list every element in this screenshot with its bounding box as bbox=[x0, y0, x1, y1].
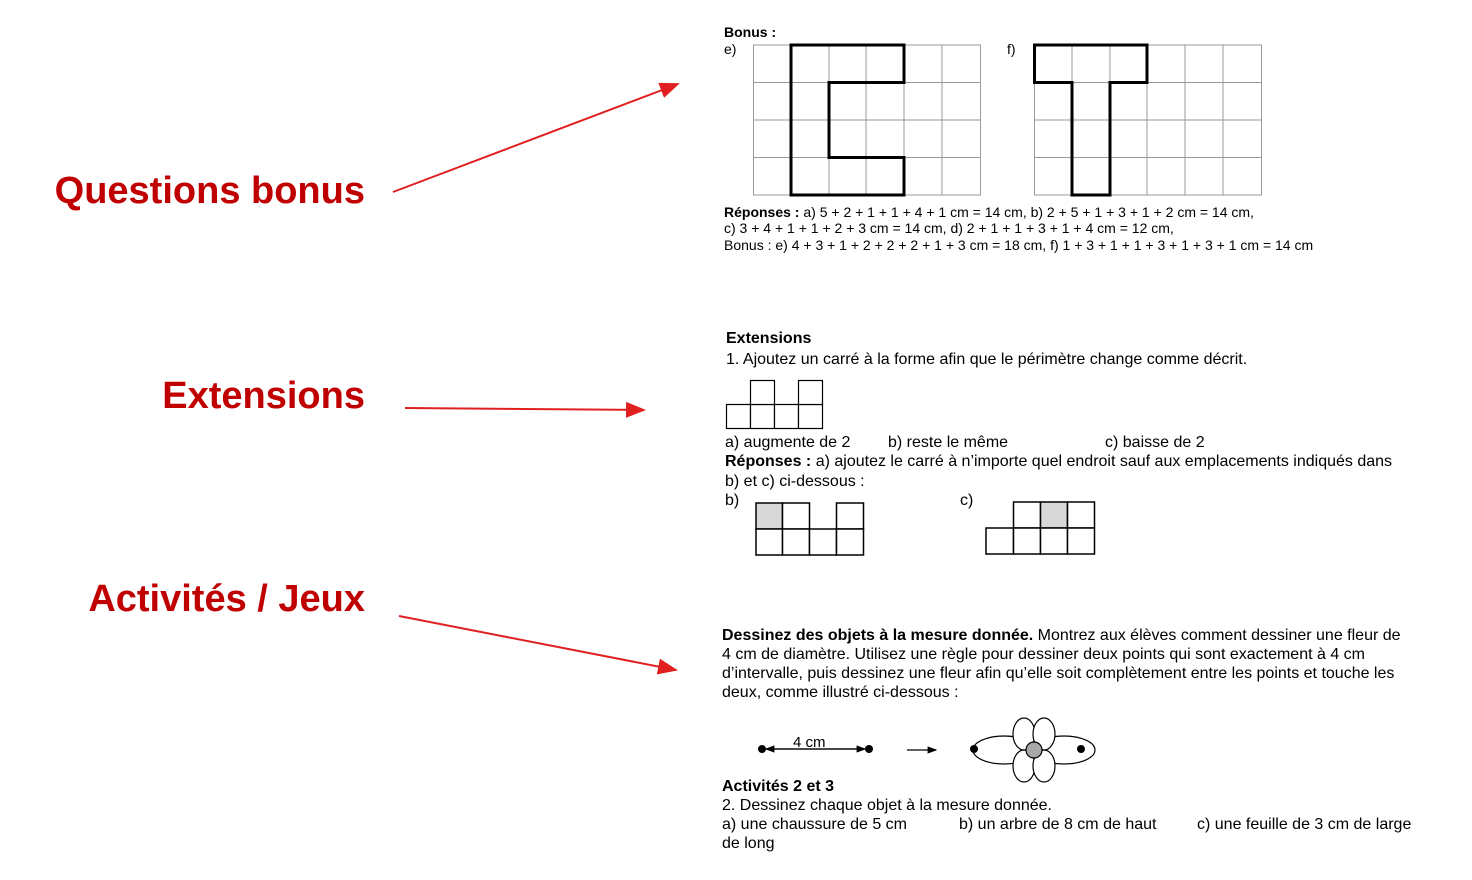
extensions-title: Extensions bbox=[726, 330, 812, 347]
bonus-title: Bonus : bbox=[724, 24, 777, 40]
bonus-e-label: e) bbox=[724, 41, 737, 57]
flower-icon bbox=[973, 718, 1095, 782]
label-activites-jeux: Activités / Jeux bbox=[88, 578, 365, 620]
grid-f-shape-t bbox=[1034, 44, 1264, 196]
extensions-question: 1. Ajoutez un carré à la forme afin que le périmètre change comme décrit. bbox=[726, 351, 1248, 368]
measure-label: 4 cm bbox=[793, 734, 826, 751]
bonus-f-label: f) bbox=[1007, 41, 1016, 57]
activity-q2-a: a) une chaussure de 5 cm bbox=[722, 816, 907, 833]
bonus-answers-line3: Bonus : e) 4 + 3 + 1 + 2 + 2 + 2 + 1 + 3 cm = 18 cm, f) 1 + 3 + 1 + 1 + 3 + 1 + 3 + 1 cm = 14 cm bbox=[724, 237, 1314, 253]
ext-figure-c bbox=[985, 501, 1097, 557]
ext-option-b: b) reste le même bbox=[888, 434, 1009, 451]
arrow-extensions bbox=[405, 408, 644, 410]
activity-q2-b: b) un arbre de 8 cm de haut bbox=[959, 816, 1157, 833]
ext-fig-b-label: b) bbox=[725, 492, 740, 509]
ext-answers-line2: b) et c) ci-dessous : bbox=[725, 473, 865, 490]
activity-intro-line2: 4 cm de diamètre. Utilisez une règle pour dessiner deux points qui sont exactement à 4 cm bbox=[722, 646, 1365, 663]
arrow-activities bbox=[399, 616, 676, 670]
activity-intro-text1: Montrez aux élèves comment dessiner une fleur de bbox=[1033, 627, 1401, 644]
ext-answers-text: a) ajoutez le carré à n’importe quel endroit sauf aux emplacements indiqués dans bbox=[811, 453, 1393, 470]
activity-intro-line3: d’intervalle, puis dessinez une fleur afin qu’elle soit complètement entre les points et touche les bbox=[722, 665, 1395, 682]
bonus-answers-line2: c) 3 + 4 + 1 + 1 + 2 + 3 cm = 14 cm, d) 2 + 1 + 1 + 3 + 1 + 4 cm = 12 cm, bbox=[724, 220, 1174, 236]
ext-answers-line1 bbox=[725, 452, 1392, 471]
activity-q2-tail: de long bbox=[722, 835, 775, 852]
ext-option-c: c) baisse de 2 bbox=[1105, 434, 1205, 451]
ext-option-a: a) augmente de 2 bbox=[725, 434, 851, 451]
arrow-bonus bbox=[393, 84, 678, 192]
label-questions-bonus: Questions bonus bbox=[54, 170, 365, 212]
label-extensions: Extensions bbox=[162, 375, 365, 417]
activity-intro-bold: Dessinez des objets à la mesure donnée. bbox=[722, 627, 1034, 644]
activity-intro bbox=[722, 626, 1432, 702]
ext-figure-b bbox=[755, 502, 867, 558]
activity-q2-c: c) une feuille de 3 cm de large bbox=[1197, 816, 1412, 833]
ext-fig-c-label: c) bbox=[960, 492, 974, 509]
bonus-answers-text1: a) 5 + 2 + 1 + 1 + 4 + 1 cm = 14 cm, b) 2 + 5 + 1 + 3 + 1 + 2 cm = 14 cm, bbox=[799, 204, 1254, 220]
extension-shape bbox=[726, 379, 826, 431]
bonus-answers-bold: Réponses : bbox=[724, 204, 800, 220]
activity-q2: 2. Dessinez chaque objet à la mesure donnée. bbox=[722, 797, 1052, 814]
activity-title: Activités 2 et 3 bbox=[722, 778, 835, 795]
grid-e-shape-c bbox=[753, 44, 983, 196]
bonus-answers-line1 bbox=[724, 204, 1254, 221]
ext-answers-bold: Réponses : bbox=[725, 453, 812, 470]
activity-intro-line4: deux, comme illustré ci-dessous : bbox=[722, 684, 959, 701]
activity-intro-line1 bbox=[722, 626, 1432, 645]
